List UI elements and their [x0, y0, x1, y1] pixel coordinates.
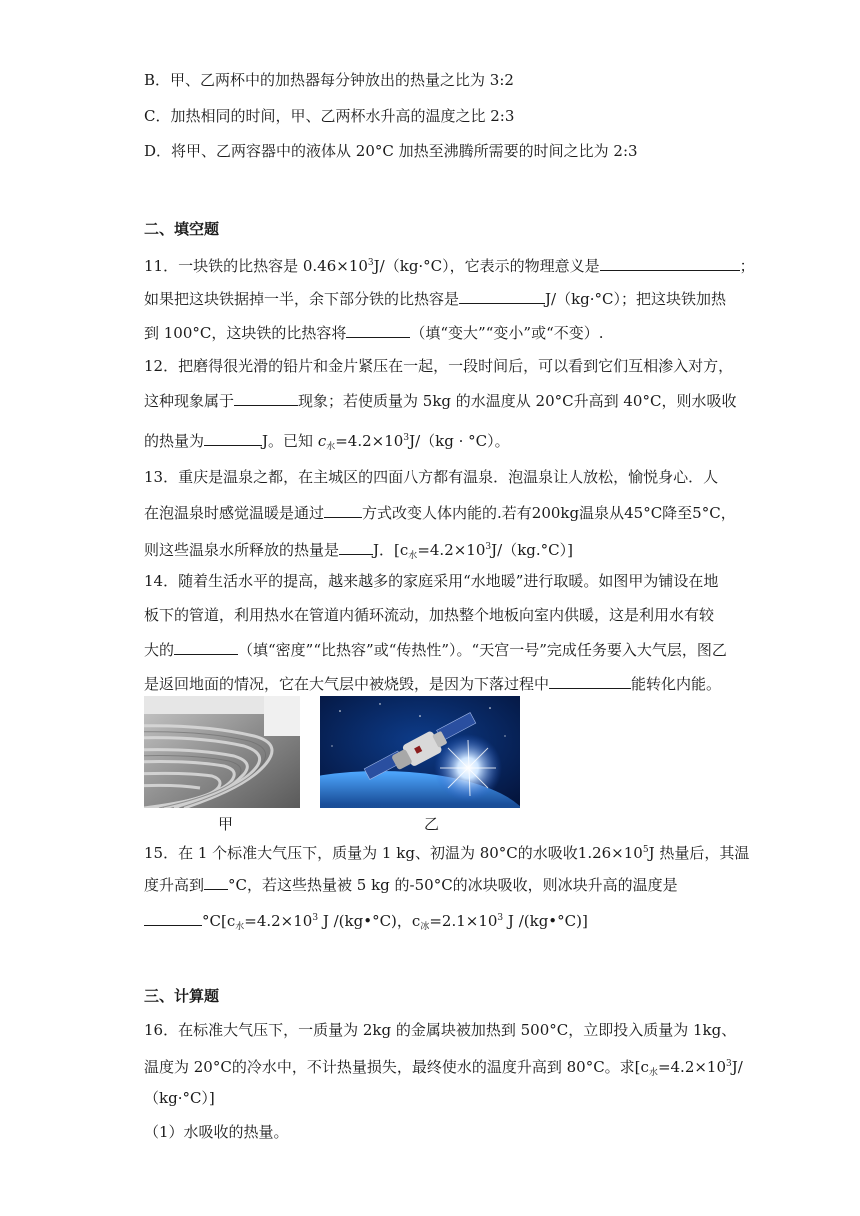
question-16-line-1: 16．在标准大气压下，一质量为 2kg 的金属块被加热到 500°C，立即投入质量为 1kg、 [144, 1021, 737, 1039]
question-15-line-1: 15．在 1 个标准大气压下，质量为 1 kg、初温为 80°C的水吸收$1.26\times 10^5J$ 热量后，其温 [144, 844, 750, 862]
question-14-line-1: 14．随着生活水平的提高，越来越多的家庭采用“水地暖”进行取暖。如图甲为铺设在地 [144, 572, 719, 590]
question-16-line-3: （kg·°C）] [144, 1089, 215, 1107]
question-14-line-2: 板下的管道，利用热水在管道内循环流动，加热整个地板向室内供暖，这是利用水有较 [144, 606, 715, 624]
question-11-line-2: 如果把这块铁据掉一半，余下部分铁的比热容是 J/（kg·°C）；把这块铁加热 [144, 290, 727, 308]
answer-blank [339, 539, 373, 555]
question-14-line-3: 大的 （填“密度”“比热容”或“传热性”）。“天宫一号”完成任务要入大气层，图乙 [144, 641, 727, 659]
section-heading-calculation: 三、计算题 [144, 987, 220, 1005]
question-13-line-3: 则这些温泉水所释放的热量是 J．$[c_水=4.2\times 10^3J/(kg.^\circ C)]$ [144, 541, 573, 561]
question-14-line-4: 是返回地面的情况，它在大气层中被烧毁，是因为下落过程中 能转化内能。 [144, 675, 722, 693]
answer-blank [600, 255, 740, 271]
question-15-line-3: $^\circ C[c_水=4.2\times 10^3$ J /(kg•°C)，$c_冰=2.1\times 10^3$ J /(kg•°C)] [144, 908, 588, 937]
answer-blank [204, 874, 228, 890]
space-station-photo [320, 696, 520, 808]
caption-right: 乙 [424, 815, 440, 833]
answer-blank [234, 390, 298, 406]
question-12-line-2: 这种现象属于 现象；若使质量为 5kg 的水温度从 20°C升高到 40°C，则水吸收 [144, 392, 737, 410]
question-12-line-1: 12．把磨得很光滑的铅片和金片紧压在一起，一段时间后，可以看到它们互相渗入对方， [144, 357, 734, 375]
answer-blank [324, 502, 362, 518]
answer-blank [549, 673, 631, 689]
option-b: B．甲、乙两杯中的加热器每分钟放出的热量之比为 3:2 [144, 71, 514, 89]
question-11-line-3: 到 100°C，这块铁的比热容将 （填“变大”“变小”或“不变）. [144, 324, 604, 342]
option-c: C．加热相同的时间，甲、乙两杯水升高的温度之比 2:3 [144, 107, 515, 125]
answer-blank [174, 639, 238, 655]
question-13-line-2: 在泡温泉时感觉温暖是通过 方式改变人体内能的.若有200kg温泉从45°C降至5°C， [144, 504, 736, 522]
answer-blank [204, 430, 262, 446]
question-16-part-1: （1）水吸收的热量。 [144, 1123, 289, 1141]
question-15-line-2: 度升高到 °C，若这些热量被 5 kg 的-50°C的冰块吸收，则冰块升高的温度是 [144, 876, 678, 894]
question-13-line-1: 13．重庆是温泉之都，在主城区的四面八方都有温泉．泡温泉让人放松，愉悦身心．人 [144, 468, 719, 486]
question-11-line-1: 11．一块铁的比热容是 $0.46\times 10^3J/(kg\cdot^\circ C)$，它表示的物理意义是 ； [144, 257, 755, 275]
section-heading-fill-blank: 二、填空题 [144, 220, 220, 238]
answer-blank [144, 910, 202, 926]
caption-left: 甲 [218, 815, 234, 833]
question-16-line-2: 温度为 20°C的冷水中，不计热量损失，最终使水的温度升高到 80°C。求[$c_水=4.2\times 10^3J/$ [144, 1058, 743, 1078]
floor-heating-photo [144, 696, 300, 808]
question-12-line-3: 的热量为 J。已知 $c_水=4.2\times 10^3J/(kg \cdot ^\circ C)$。 [144, 432, 510, 452]
answer-blank [346, 322, 410, 338]
answer-blank [459, 288, 545, 304]
option-d: D．将甲、乙两容器中的液体从 20°C 加热至沸腾所需要的时间之比为 2:3 [144, 142, 638, 160]
